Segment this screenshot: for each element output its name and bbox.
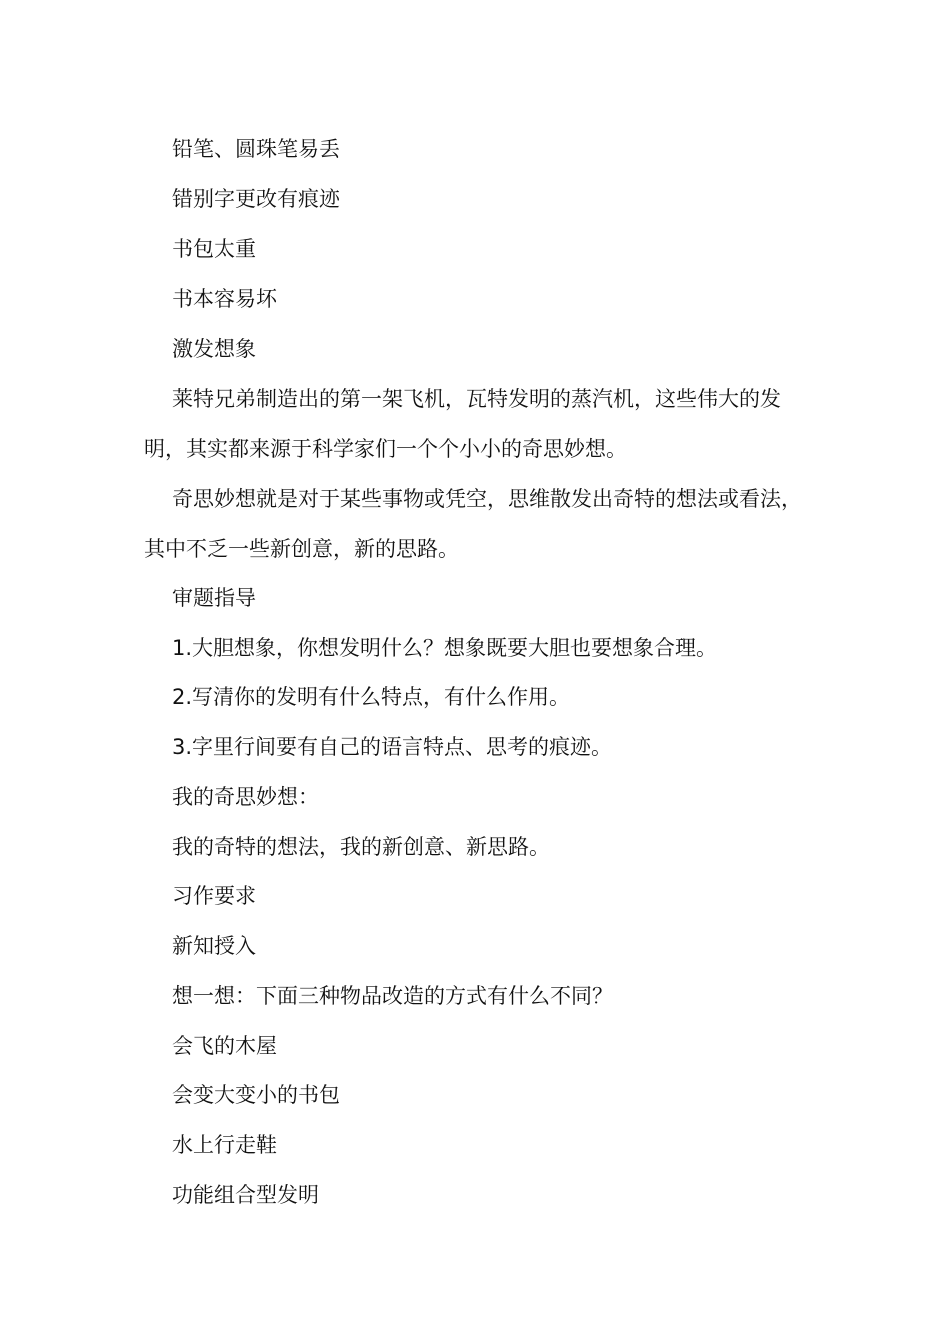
paragraph-item-flying-house: 会飞的木屋: [172, 1034, 277, 1058]
paragraph-heading-new-knowledge: 新知授入: [172, 934, 256, 958]
paragraph-guide-3: 3.字里行间要有自己的语言特点、思考的痕迹。: [172, 735, 613, 759]
paragraph-definition: 奇思妙想就是对于某些事物或凭空，思维散发出奇特的想法或看法，其中不乏一些新创意，新的思路。: [144, 487, 802, 561]
paragraph-my-idea: 我的奇思妙想：: [172, 785, 319, 809]
paragraph-guide-1: 1.大胆想象，你想发明什么？想象既要大胆也要想象合理。: [172, 636, 718, 660]
paragraph-3: 书包太重: [172, 237, 256, 261]
paragraph-heading-requirements: 习作要求: [172, 884, 256, 908]
paragraph-heading-inspire: 激发想象: [172, 337, 256, 361]
paragraph-question: 想一想：下面三种物品改造的方式有什么不同？: [172, 984, 613, 1008]
paragraph-4: 书本容易坏: [172, 287, 277, 311]
paragraph-item-resizing-bag: 会变大变小的书包: [172, 1083, 340, 1107]
paragraph-heading-guide: 审题指导: [172, 586, 256, 610]
paragraph-1: 铅笔、圆珠笔易丢: [172, 137, 340, 161]
paragraph-2: 错别字更改有痕迹: [172, 187, 340, 211]
paragraph-item-water-shoes: 水上行走鞋: [172, 1133, 277, 1157]
paragraph-my-idea-desc: 我的奇特的想法，我的新创意、新思路。: [172, 835, 550, 859]
paragraph-heading-combo-invention: 功能组合型发明: [172, 1183, 319, 1207]
paragraph-inventions: 莱特兄弟制造出的第一架飞机，瓦特发明的蒸汽机，这些伟大的发明，其实都来源于科学家们一个个小小的奇思妙想。: [144, 387, 781, 461]
paragraph-guide-2: 2.写清你的发明有什么特点，有什么作用。: [172, 685, 571, 709]
